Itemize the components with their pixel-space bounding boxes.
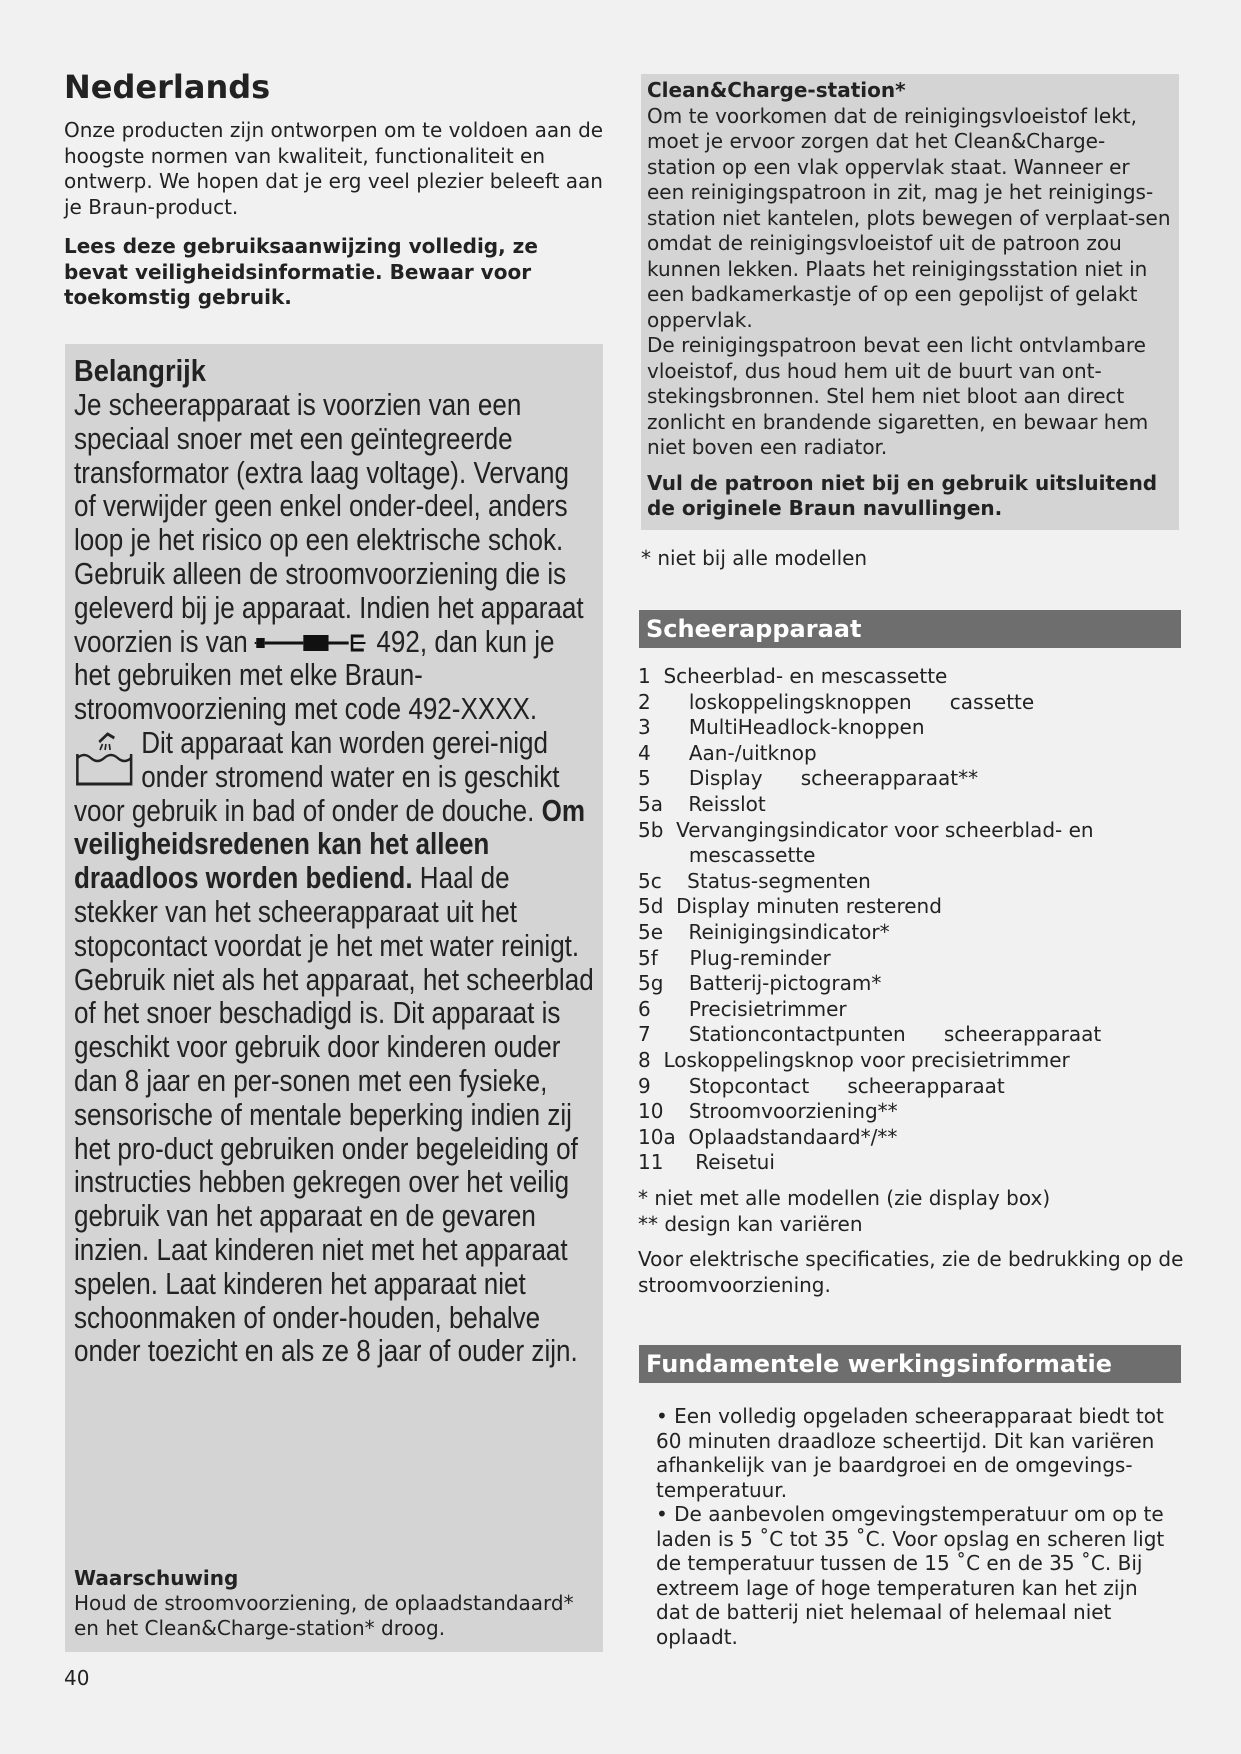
list-item: 5d Display minuten resterend	[638, 894, 942, 919]
clean-charge-title: Clean&Charge-station*	[647, 78, 906, 102]
important-p1-code: 492, dan kun je het gebruiken met elke Braun-stroomvoorziening met code 492-XXXX.	[74, 623, 555, 727]
parts-list	[638, 664, 1101, 1176]
list-item: 4 Aan-/uitknop	[638, 740, 817, 765]
section-heading-shaver: Scheerapparaat	[639, 610, 1181, 648]
list-item: 7 Stationcontactpunten scheerapparaat	[638, 1022, 1102, 1047]
page-title: Nederlands	[64, 68, 271, 106]
clean-charge-text-2: De reinigingspatroon bevat een licht ontvlambare vloeistof, dus houd hem uit de buurt van ont-stekingsbronnen. Stel hem niet bloot aan direct zonlicht en brandende sigaretten, en bewaar hem niet boven een radiator.	[647, 333, 1149, 459]
list-item: 3 MultiHeadlock-knoppen	[638, 715, 925, 740]
list-item: 8 Loskoppelingsknop voor precisietrimmer	[638, 1047, 1070, 1072]
list-item: 5e Reinigingsindicator*	[638, 919, 890, 944]
bullet-item: • De aanbevolen omgevingstemperatuur om op te laden is 5 ˚C tot 35 ˚C. Voor opslag en scheren ligt de temperatuur tussen de 15 ˚C en de 35 ˚C. Bij extreem lage of hoge temperaturen kan het zijn dat de batterij niet helemaal of helemaal niet oplaadt.	[656, 1502, 1165, 1649]
shaver-notes	[638, 1186, 1241, 1298]
list-item: 5 Display scheerapparaat**	[638, 766, 979, 791]
list-item: 5b Vervangingsindicator voor scheerblad- en	[638, 817, 1094, 842]
list-item: 5f Plug-reminder	[638, 945, 831, 970]
warning-title: Waarschuwing	[74, 1566, 239, 1590]
important-p3: Gebruik niet als het apparaat, het scheerblad of het snoer beschadigd is. Dit apparaat is geschikt voor gebruik door kinderen ouder dan 8 jaar en per-sonen met een fysieke, sensorische of mentale beperking indien zij het pro-duct gebruiken onder begeleiding of instructies hebben gekregen over het veilig gebruik van het apparaat en de gevaren inzien. Laat kinderen niet met het apparaat spelen. Laat kinderen het apparaat niet schoonmaken of onder-houden, behalve onder toezicht en als ze 8 jaar of ouder zijn.	[74, 961, 594, 1369]
note-models: * niet met alle modellen (zie display box)	[638, 1186, 1051, 1210]
important-p1: Je scheerapparaat is voorzien van een speciaal snoer met een geïntegreerde transformator (extra laag voltage). Vervang of verwijder geen enkel onder-deel, anders loop je het risico op een elektrische schok. Gebruik alleen de stroomvoorziening die is geleverd bij je apparaat. Indien het apparaat voorzien is van	[74, 387, 584, 659]
intro-bold-text: Lees deze gebruiksaanwijzing volledig, ze bevat veiligheidsinformatie. Bewaar voor toekomstig gebruik.	[64, 234, 538, 309]
list-item: 5g Batterij-pictogram*	[638, 971, 882, 996]
important-title: Belangrijk	[74, 353, 206, 388]
important-box	[65, 344, 603, 1652]
warning-text: Houd de stroomvoorziening, de oplaadstandaard* en het Clean&Charge-station* droog.	[74, 1591, 574, 1640]
clean-charge-text: Om te voorkomen dat de reinigingsvloeistof lekt, moet je ervoor zorgen dat het Clean&Charge-station op een vlak oppervlak staat. Wanneer er een reinigingspatroon in zit, mag je het reinigings-station niet kantelen, plots bewegen of verplaat-sen omdat de reinigingsvloeistof uit de patroon zou kunnen lekken. Plaats het reinigingsstation niet in een badkamerkastje of op een gepolijst of gelakt oppervlak.	[647, 103, 1171, 332]
basics-bullets	[656, 1404, 1176, 1649]
clean-charge-bold: Vul de patroon niet bij en gebruik uitsluitend de originele Braun navullingen.	[647, 470, 1158, 520]
list-item: 5a Reisslot	[638, 791, 766, 816]
power-supply-symbol-icon	[255, 632, 369, 654]
intro-text: Onze producten zijn ontworpen om te voldoen aan de hoogste normen van kwaliteit, functionaliteit en ontwerp. We hopen dat je erg veel plezier beleeft aan je Braun-product.	[64, 118, 604, 219]
footnote-models: * niet bij alle modellen	[641, 546, 868, 570]
clean-charge-box	[641, 74, 1179, 530]
list-item: 9 Stopcontact scheerapparaat	[638, 1073, 1005, 1098]
important-text	[74, 388, 595, 1368]
page-number: 40	[64, 1666, 90, 1690]
important-p2a: Dit apparaat kan worden gerei-nigd onder stromend water en is geschikt voor gebruik in bad of onder de douche.	[74, 724, 560, 828]
list-item: 11 Reisetui	[638, 1150, 775, 1175]
warning-block	[74, 1566, 603, 1641]
list-item: mescassette	[638, 843, 816, 868]
list-item: 5c Status-segmenten	[638, 868, 871, 893]
water-section	[74, 726, 595, 963]
running-water-icon	[74, 728, 134, 788]
list-item: 1 Scheerblad- en mescassette	[638, 664, 948, 688]
important-p2b: Haal de stekker van het scheerapparaat uit het stopcontact voordat je het met water reinigt.	[74, 860, 580, 963]
note-specs: Voor elektrische specificaties, zie de bedrukking op de stroomvoorziening.	[638, 1247, 1184, 1297]
left-column	[64, 62, 606, 311]
list-item: 6 Precisietrimmer	[638, 996, 847, 1021]
list-item: 10 Stroomvoorziening**	[638, 1099, 898, 1124]
bullet-item: • Een volledig opgeladen scheerapparaat biedt tot 60 minuten draadloze scheertijd. Dit kan variëren afhankelijk van je baardgroei en de omgevings-temperatuur.	[656, 1404, 1164, 1502]
important-p2-bold: Om veiligheidsredenen kan het alleen draadloos worden bediend.	[74, 792, 586, 896]
section-heading-basics: Fundamentele werkingsinformatie	[639, 1345, 1181, 1383]
list-item: 10a Oplaadstandaard*/**	[638, 1124, 898, 1149]
list-item: 2 loskoppelingsknoppen cassette	[638, 689, 1035, 714]
note-design: ** design kan variëren	[638, 1211, 863, 1236]
